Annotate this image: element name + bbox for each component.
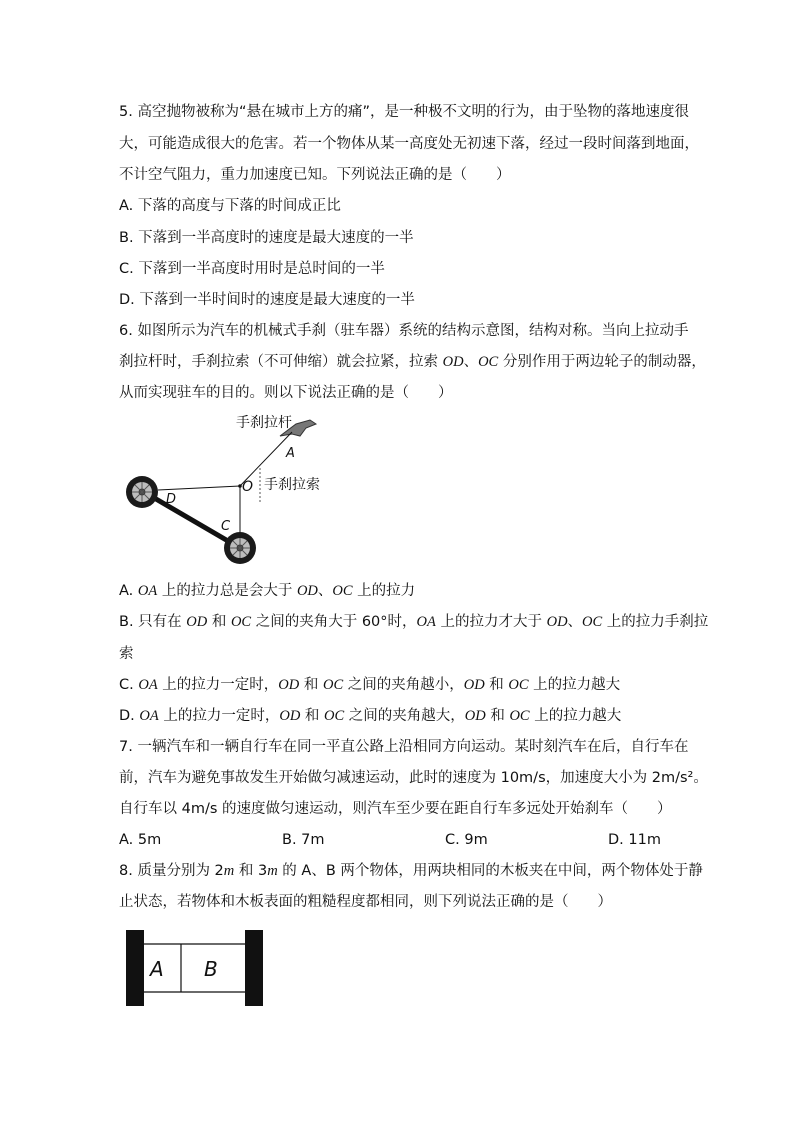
blocks-diagram [124,928,266,1008]
q6-option-b: B. 只有在 OD 和 OC 之间的夹角大于 60°时，OA 上的拉力才大于 OD、OC 上的拉力手刹拉 [119,614,709,630]
q7-stem-line-3: 自行车以 4m/s 的速度做匀速运动，则汽车至少要在距自行车多远处开始刹车（ ） [119,801,672,817]
block-b-label: B [204,957,218,981]
right-board [245,930,263,1006]
point-a-label: A [286,446,295,461]
q6-stem-line-1: 6. 如图所示为汽车的机械式手刹（驻车器）系统的结构示意图，结构对称。当向上拉动手 [119,323,689,339]
q7-stem-line-2: 前，汽车为避免事故发生开始做匀减速运动，此时的速度为 10m/s，加速度大小为 2m/s²。 [119,770,708,786]
q7-stem-line-1: 7. 一辆汽车和一辆自行车在同一平直公路上沿相同方向运动。某时刻汽车在后，自行车在 [119,739,689,755]
left-board [126,930,144,1006]
q5-option-d: D. 下落到一半时间时的速度是最大速度的一半 [119,292,415,308]
q5-option-a: A. 下落的高度与下落的时间成正比 [119,198,341,214]
q5-option-b: B. 下落到一半高度时的速度是最大速度的一半 [119,230,414,246]
q5-stem-line-1: 5. 高空抛物被称为“悬在城市上方的痛”，是一种极不文明的行为，由于坠物的落地速度很 [119,104,689,120]
handbrake-diagram [120,410,360,570]
q6-option-c: C. OA 上的拉力一定时，OD 和 OC 之间的夹角越小，OD 和 OC 上的拉力越大 [119,677,621,693]
q7-option-a: A. 5m [119,832,162,848]
q6-stem-line-2: 刹拉杆时，手刹拉索（不可伸缩）就会拉紧，拉索 OD、OC 分别作用于两边轮子的制动器， [119,354,706,370]
block-a-label: A [150,957,164,981]
q5-stem-line-2: 大，可能造成很大的危害。若一个物体从某一高度处无初速下落，经过一段时间落到地面， [119,136,699,152]
q5-option-c: C. 下落到一半高度时用时是总时间的一半 [119,261,385,277]
q7-option-c: C. 9m [445,832,488,848]
cable-od [158,486,240,490]
q8-stem-line-1: 8. 质量分别为 2m 和 3m 的 A、B 两个物体，用两块相同的木板夹在中间，两个物体处于静 [119,863,703,879]
wheel-left-icon [126,476,158,508]
q6-stem-line-3: 从而实现驻车的目的。则以下说法正确的是（ ） [119,385,453,401]
q8-stem-line-2: 止状态，若物体和木板表面的粗糙程度都相同，则下列说法正确的是（ ） [119,894,612,910]
lever-label: 手刹拉杆 [236,415,292,431]
q7-option-d: D. 11m [608,832,661,848]
q6-option-d: D. OA 上的拉力一定时，OD 和 OC 之间的夹角越大，OD 和 OC 上的拉力越大 [119,708,622,724]
point-o-label: O [242,479,254,495]
q6-option-a: A. OA 上的拉力总是会大于 OD、OC 上的拉力 [119,583,416,599]
wheel-right-icon [224,532,256,564]
cable-label: 手刹拉索 [264,477,320,493]
point-d-label: D [166,492,177,507]
q7-option-b: B. 7m [282,832,325,848]
q5-stem-line-3: 不计空气阻力，重力加速度已知。下列说法正确的是（ ） [119,167,511,183]
q6-option-b-continued: 索 [119,646,134,662]
point-c-label: C [221,519,231,534]
